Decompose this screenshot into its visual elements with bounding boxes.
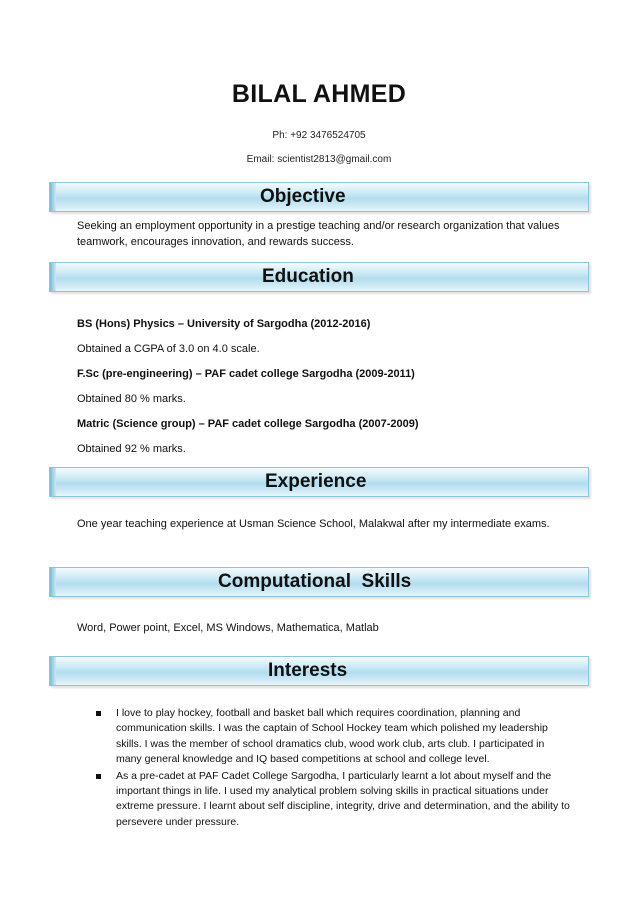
experience-banner <box>49 467 589 497</box>
interest-text: As a pre-cadet at PAF Cadet College Sargodha, I particularly learnt a lot about myself and the important things in life. I used my analytical problem solving skills in practical situations under extreme pressure. I learnt about self discipline, integrity, drive and determination, and the ability to persevere under pressure. <box>116 769 570 828</box>
skills-heading: Computational Skills <box>218 571 412 592</box>
objective-banner <box>49 182 589 212</box>
list-item <box>96 706 571 768</box>
interests-banner <box>49 656 589 686</box>
experience-heading: Experience <box>265 471 367 492</box>
interests-heading: Interests <box>268 660 348 681</box>
education-banner <box>49 262 589 292</box>
skills-text: Word, Power point, Excel, MS Windows, Mathematica, Matlab <box>77 622 379 634</box>
education-heading: Education <box>262 266 354 287</box>
experience-text: One year teaching experience at Usman Science School, Malakwal after my intermediate exams. <box>77 518 550 530</box>
education-degree-bs: BS (Hons) Physics – University of Sargodha (2012-2016) <box>77 318 371 330</box>
education-degree-fsc: F.Sc (pre-engineering) – PAF cadet college Sargodha (2009-2011) <box>77 368 415 380</box>
skills-banner <box>49 567 589 597</box>
email-address: Email: scientist2813@gmail.com <box>246 154 392 165</box>
list-item <box>96 769 571 831</box>
square-bullet-icon <box>96 774 101 779</box>
candidate-name: BILAL AHMED <box>231 80 407 108</box>
education-degree-matric: Matric (Science group) – PAF cadet college Sargodha (2007-2009) <box>77 418 419 430</box>
education-result-bs: Obtained a CGPA of 3.0 on 4.0 scale. <box>77 343 260 355</box>
education-result-matric: Obtained 92 % marks. <box>77 443 186 455</box>
objective-text: Seeking an employment opportunity in a prestige teaching and/or research organization that values teamwork, encourages innovation, and rewards success. <box>77 220 560 248</box>
phone-number: Ph: +92 3476524705 <box>272 130 366 141</box>
interest-text: I love to play hockey, football and basket ball which requires coordination, planning and communication skills. I was the captain of School Hockey team which polished my leadership skills. I was the member of school dramatics club, wood work club, arts club. I participated in many general knowledge and IQ based competitions at school and college level. <box>116 707 548 766</box>
education-result-fsc: Obtained 80 % marks. <box>77 393 186 405</box>
interests-list <box>96 706 571 831</box>
objective-heading: Objective <box>260 186 346 207</box>
square-bullet-icon <box>96 711 101 716</box>
